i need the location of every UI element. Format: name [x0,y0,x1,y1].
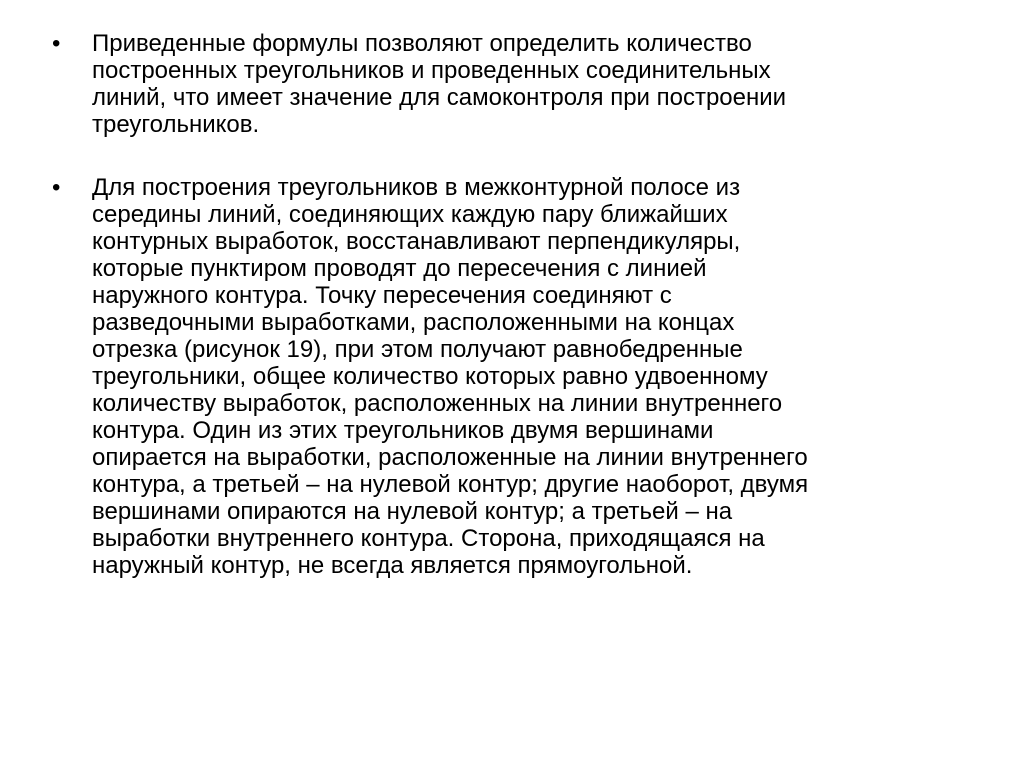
bullet-item-2 [52,174,952,579]
bullet-list [52,30,952,615]
text-line: контура. Один из этих треугольников двумя вершинами [92,417,714,444]
bullet-text [92,30,952,138]
text-line: середины линий, соединяющих каждую пару ближайших [92,201,728,228]
text-line: количеству выработок, расположенных на линии внутреннего [92,390,783,417]
text-line: которые пунктиром проводят до пересечения с линией [92,255,707,282]
text-line: треугольники, общее количество которых равно удвоенному [92,363,768,390]
text-line: треугольников. [92,111,260,138]
bullet-marker: • [52,174,61,201]
text-line: Для построения треугольников в межконтурной полосе из [92,174,741,201]
text-line: Приведенные формулы позволяют определить количество [92,30,752,57]
bullet-text [92,174,952,579]
text-line: контура, а третьей – на нулевой контур; другие наоборот, двумя [92,471,809,498]
text-line: разведочными выработками, расположенными на концах [92,309,735,336]
text-line: вершинами опираются на нулевой контур; а третьей – на [92,498,733,525]
text-line: наружного контура. Точку пересечения соединяют с [92,282,672,309]
text-line: отрезка (рисунок 19), при этом получают равнобедренные [92,336,743,363]
bullet-item-1 [52,30,952,138]
bullet-marker: • [52,30,61,57]
text-line: построенных треугольников и проведенных соединительных [92,57,771,84]
text-line: линий, что имеет значение для самоконтроля при построении [92,84,787,111]
text-line: выработки внутреннего контура. Сторона, приходящаяся на [92,525,765,552]
text-line: наружный контур, не всегда является прямоугольной. [92,552,693,579]
text-line: опирается на выработки, расположенные на линии внутреннего [92,444,808,471]
text-line: контурных выработок, восстанавливают перпендикуляры, [92,228,741,255]
